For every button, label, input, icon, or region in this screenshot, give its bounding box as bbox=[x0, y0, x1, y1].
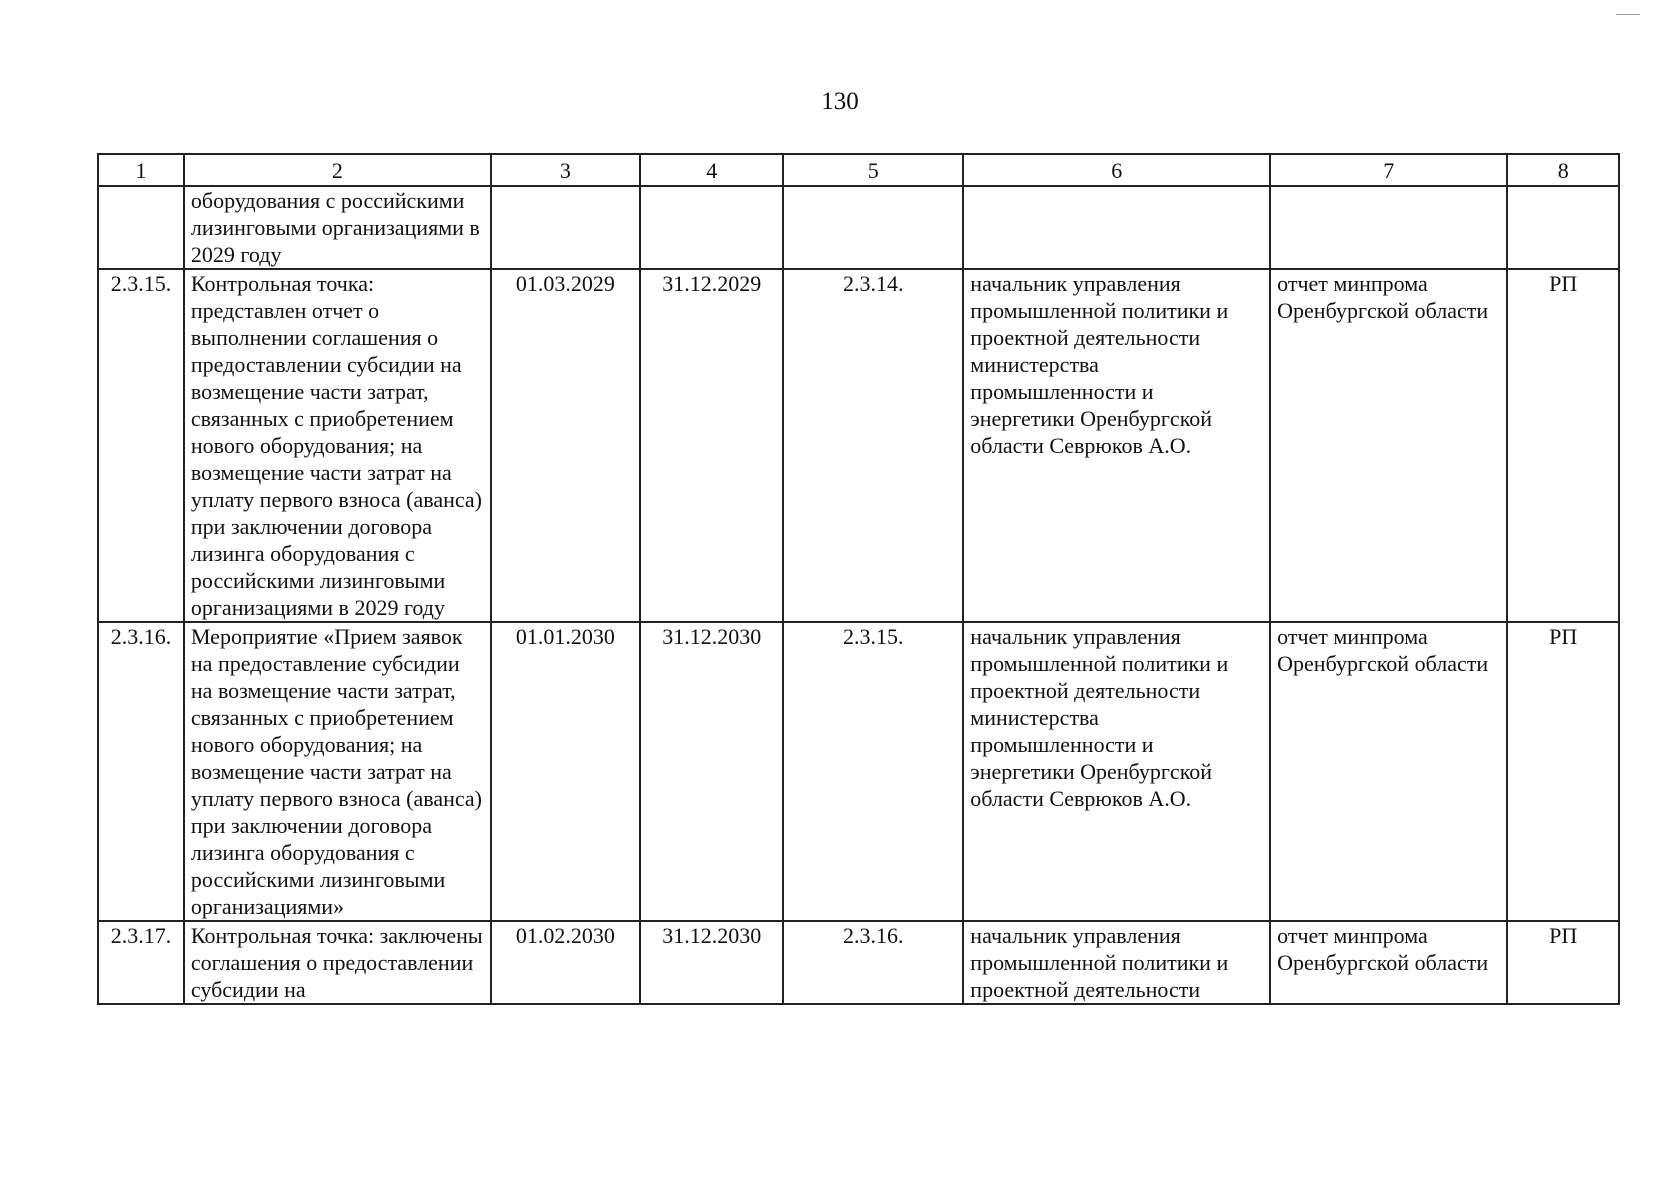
row-description: Контрольная точка: заключены соглашения о предоставлении субсидии на bbox=[184, 921, 491, 1004]
column-header-4: 4 bbox=[640, 154, 783, 186]
header-row bbox=[98, 154, 1619, 186]
row-description: Контрольная точка: представлен отчет о выполнении соглашения о предоставлении субсидии на возмещение части затрат, связанных с приобретением нового оборудования; на возмещение части затрат на уплату первого взноса (аванса) при заключении договора лизинга оборудования с российскими лизинговыми организациями в 2029 году bbox=[184, 269, 491, 622]
row-responsible bbox=[963, 186, 1270, 269]
row-predecessor: 2.3.15. bbox=[783, 622, 963, 921]
column-header-5: 5 bbox=[783, 154, 963, 186]
row-predecessor: 2.3.16. bbox=[783, 921, 963, 1004]
row-responsible: начальник управления промышленной политики и проектной деятельности министерства промышленности и энергетики Оренбургской области Севрюков А.О. bbox=[963, 622, 1270, 921]
column-header-6: 6 bbox=[963, 154, 1270, 186]
row-responsible: начальник управления промышленной политики и проектной деятельности bbox=[963, 921, 1270, 1004]
row-end-date bbox=[640, 186, 783, 269]
corner-mark bbox=[1616, 14, 1640, 15]
row-end-date: 31.12.2029 bbox=[640, 269, 783, 622]
plan-table bbox=[97, 153, 1620, 1005]
table-row bbox=[98, 186, 1619, 269]
row-number: 2.3.15. bbox=[98, 269, 184, 622]
row-responsible: начальник управления промышленной политики и проектной деятельности министерства промышленности и энергетики Оренбургской области Севрюков А.О. bbox=[963, 269, 1270, 622]
column-header-3: 3 bbox=[491, 154, 640, 186]
row-number bbox=[98, 186, 184, 269]
row-document: отчет минпрома Оренбургской области bbox=[1270, 921, 1507, 1004]
row-document: отчет минпрома Оренбургской области bbox=[1270, 269, 1507, 622]
row-level: РП bbox=[1507, 921, 1619, 1004]
column-header-2: 2 bbox=[184, 154, 491, 186]
table-row bbox=[98, 921, 1619, 1004]
table-row bbox=[98, 622, 1619, 921]
row-end-date: 31.12.2030 bbox=[640, 622, 783, 921]
table-row bbox=[98, 269, 1619, 622]
row-document: отчет минпрома Оренбургской области bbox=[1270, 622, 1507, 921]
row-predecessor: 2.3.14. bbox=[783, 269, 963, 622]
column-header-8: 8 bbox=[1507, 154, 1619, 186]
row-level: РП bbox=[1507, 269, 1619, 622]
row-document bbox=[1270, 186, 1507, 269]
page-number: 130 bbox=[821, 88, 859, 115]
row-start-date: 01.01.2030 bbox=[491, 622, 640, 921]
row-start-date: 01.02.2030 bbox=[491, 921, 640, 1004]
column-header-7: 7 bbox=[1270, 154, 1507, 186]
row-description: Мероприятие «Прием заявок на предоставление субсидии на возмещение части затрат, связанных с приобретением нового оборудования; на возмещение части затрат на уплату первого взноса (аванса) при заключении договора лизинга оборудования с российскими лизинговыми организациями» bbox=[184, 622, 491, 921]
row-end-date: 31.12.2030 bbox=[640, 921, 783, 1004]
row-start-date bbox=[491, 186, 640, 269]
column-header-1: 1 bbox=[98, 154, 184, 186]
row-start-date: 01.03.2029 bbox=[491, 269, 640, 622]
row-number: 2.3.16. bbox=[98, 622, 184, 921]
row-number: 2.3.17. bbox=[98, 921, 184, 1004]
row-description: оборудования с российскими лизинговыми организациями в 2029 году bbox=[184, 186, 491, 269]
row-predecessor bbox=[783, 186, 963, 269]
row-level bbox=[1507, 186, 1619, 269]
row-level: РП bbox=[1507, 622, 1619, 921]
